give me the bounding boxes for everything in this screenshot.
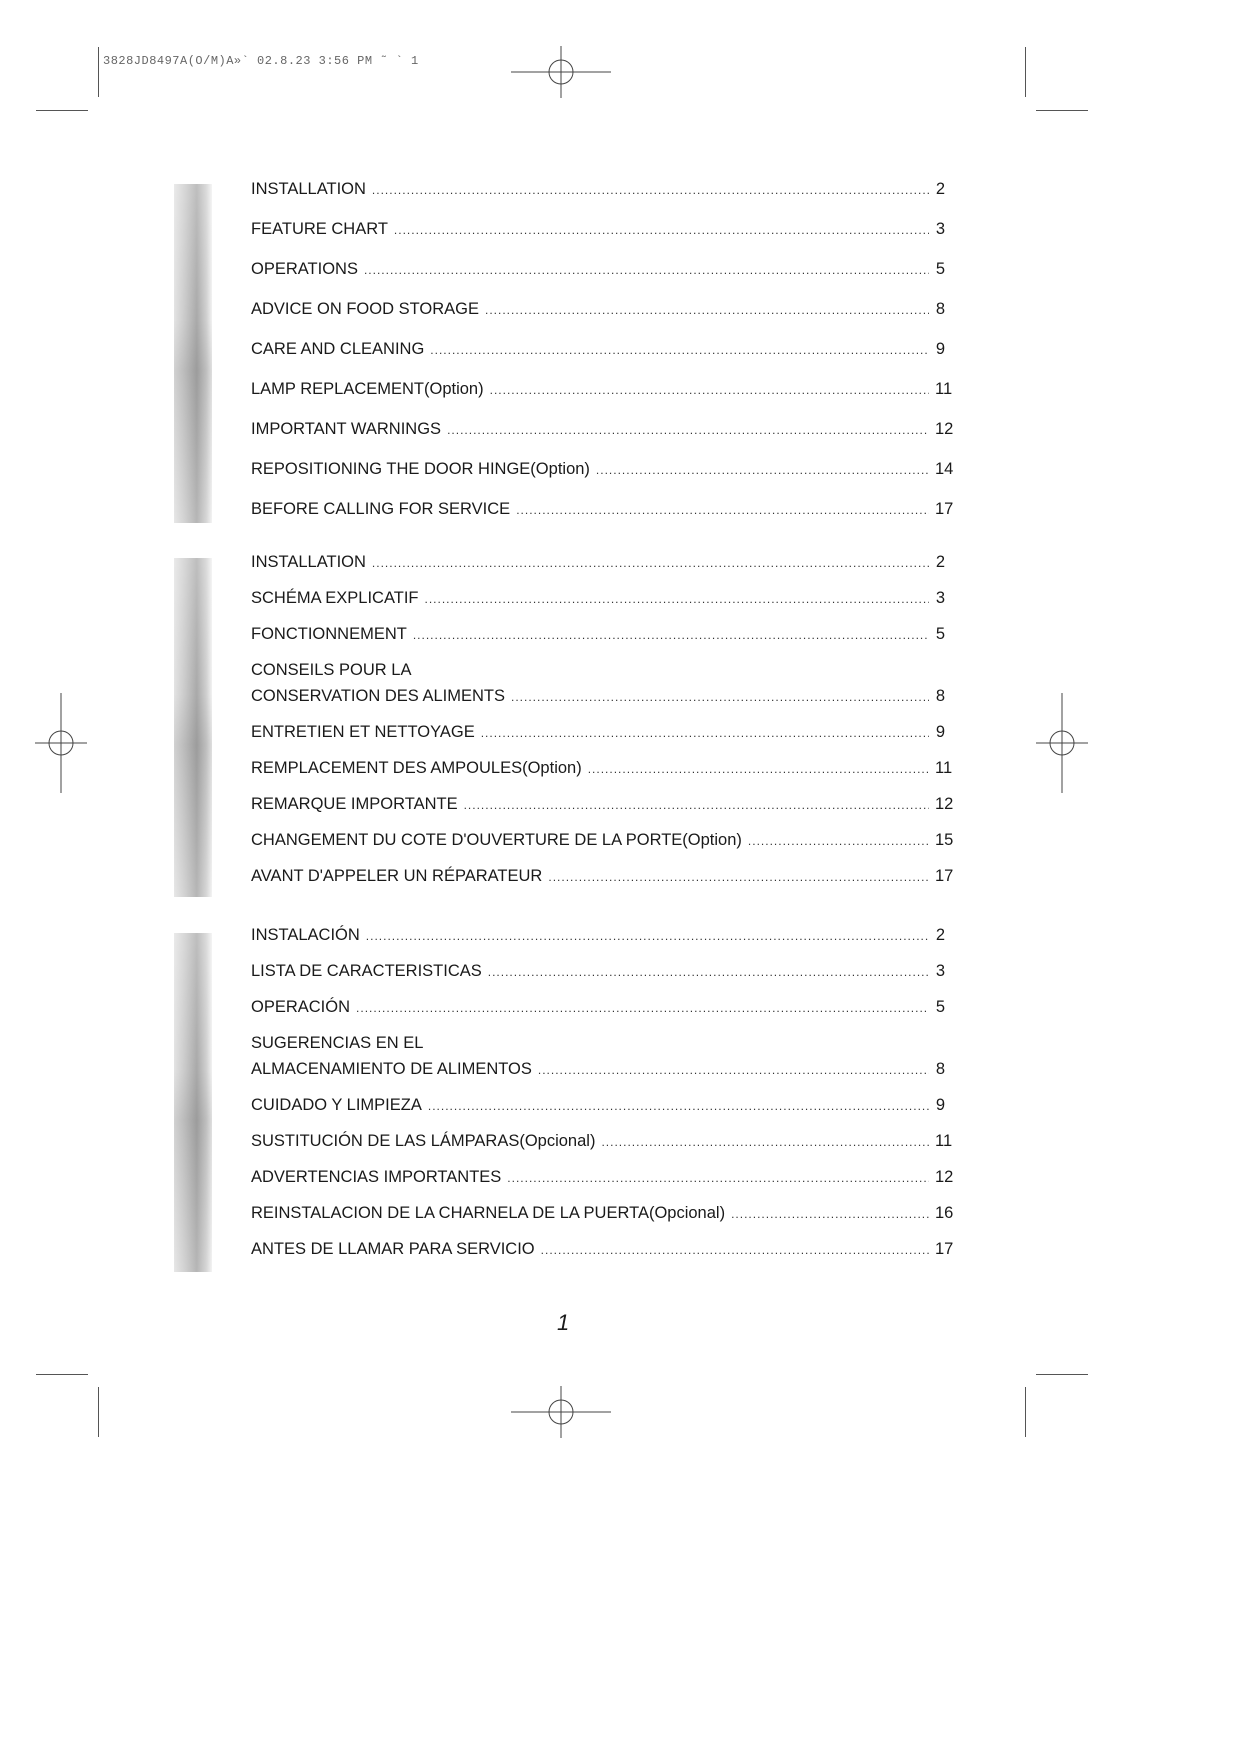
dot-leader (516, 503, 929, 517)
toc-entry[interactable] (251, 759, 953, 795)
crop-mark (98, 1387, 99, 1437)
dot-leader (507, 1171, 929, 1185)
registration-mark-icon (1012, 693, 1112, 793)
toc-page: 8 (935, 300, 945, 318)
toc-label: CARE AND CLEANING (251, 340, 425, 358)
toc-page: 9 (935, 1096, 945, 1114)
toc-page: 15 (935, 831, 954, 849)
toc-page: 12 (935, 795, 954, 813)
dot-leader (511, 690, 929, 704)
dot-leader (541, 1243, 929, 1257)
crop-mark (1036, 1374, 1088, 1375)
toc-entry[interactable] (251, 340, 945, 380)
toc-page: 8 (935, 687, 945, 705)
toc-entry[interactable] (251, 260, 945, 300)
toc-label: OPERACIÓN (251, 998, 351, 1016)
toc-label-line1: CONSEILS POUR LA (251, 661, 412, 679)
toc-label: SCHÉMA EXPLICATIF (251, 589, 419, 607)
dot-leader (366, 929, 929, 943)
toc-entry[interactable] (251, 998, 945, 1034)
toc-label: ADVERTENCIAS IMPORTANTES (251, 1168, 502, 1186)
dot-leader (413, 628, 929, 642)
toc-page: 17 (935, 867, 954, 885)
dot-leader (548, 870, 929, 884)
toc-label: CHANGEMENT DU COTE D'OUVERTURE DE LA PORTE(Option) (251, 831, 742, 849)
toc-page: 2 (935, 553, 945, 571)
dot-leader (394, 223, 929, 237)
toc-page: 5 (935, 998, 945, 1016)
toc-label-line1: SUGERENCIAS EN EL (251, 1034, 424, 1052)
toc-entry[interactable] (251, 500, 954, 540)
toc-entry[interactable] (251, 831, 954, 867)
toc-page: 5 (935, 260, 945, 278)
crop-mark (36, 110, 88, 111)
dot-leader (485, 303, 929, 317)
dot-leader (372, 183, 929, 197)
toc-label: REINSTALACION DE LA CHARNELA DE LA PUERTA(Opcional) (251, 1204, 726, 1222)
toc-page: 12 (935, 420, 954, 438)
dot-leader (588, 762, 929, 776)
toc-entry[interactable] (251, 661, 945, 723)
toc-entry[interactable] (251, 1204, 954, 1240)
toc-label: LISTA DE CARACTERISTICAS (251, 962, 482, 980)
toc-page: 12 (935, 1168, 954, 1186)
registration-mark-icon (511, 22, 611, 122)
dot-leader (356, 1001, 929, 1015)
toc-entry[interactable] (251, 1168, 954, 1204)
toc-entry[interactable] (251, 220, 945, 260)
toc-entry[interactable] (251, 1132, 953, 1168)
toc-page: 11 (935, 380, 953, 398)
toc-label: OPERATIONS (251, 260, 358, 278)
toc-entry[interactable] (251, 962, 945, 998)
toc-label: REMPLACEMENT DES AMPOULES(Option) (251, 759, 582, 777)
toc-page: 14 (935, 460, 954, 478)
dot-leader (364, 263, 929, 277)
registration-mark-icon (511, 1362, 611, 1462)
toc-entry[interactable] (251, 867, 954, 903)
toc-label: ANTES DE LLAMAR PARA SERVICIO (251, 1240, 535, 1258)
dot-leader (596, 463, 929, 477)
crop-mark (1025, 1387, 1026, 1437)
toc-entry[interactable] (251, 1096, 945, 1132)
toc-entry[interactable] (251, 1034, 945, 1096)
dot-leader (481, 726, 929, 740)
toc-label: INSTALLATION (251, 180, 366, 198)
toc-label: FEATURE CHART (251, 220, 388, 238)
toc-page: 3 (935, 962, 945, 980)
toc-label: CUIDADO Y LIMPIEZA (251, 1096, 422, 1114)
dot-leader (428, 1099, 929, 1113)
toc-page: 2 (935, 926, 945, 944)
crop-mark (98, 47, 99, 97)
toc-label: FONCTIONNEMENT (251, 625, 407, 643)
section-tab-spanish (174, 933, 212, 1272)
toc-page: 2 (935, 180, 945, 198)
crop-mark (1036, 110, 1088, 111)
toc-label: LAMP REPLACEMENT(Option) (251, 380, 484, 398)
toc-label: ALMACENAMIENTO DE ALIMENTOS (251, 1060, 532, 1078)
dot-leader (731, 1207, 929, 1221)
dot-leader (447, 423, 929, 437)
toc-entry[interactable] (251, 723, 945, 759)
page-number: 1 (557, 1310, 570, 1335)
toc-entry[interactable] (251, 589, 945, 625)
toc-entry[interactable] (251, 180, 945, 220)
toc-label: AVANT D'APPELER UN RÉPARATEUR (251, 867, 543, 885)
section-tab-english (174, 184, 212, 523)
toc-page: 5 (935, 625, 945, 643)
registration-mark-icon (11, 693, 111, 793)
dot-leader (490, 383, 929, 397)
toc-label: IMPORTANT WARNINGS (251, 420, 442, 438)
crop-mark (36, 1374, 88, 1375)
dot-leader (538, 1063, 929, 1077)
dot-leader (748, 834, 929, 848)
toc-page: 9 (935, 723, 945, 741)
dot-leader (430, 343, 929, 357)
toc-label: BEFORE CALLING FOR SERVICE (251, 500, 511, 518)
dot-leader (488, 965, 929, 979)
dot-leader (424, 592, 929, 606)
toc-label: REPOSITIONING THE DOOR HINGE(Option) (251, 460, 590, 478)
print-slug: 3828JD8497A(O/M)Α»` 02.8.23 3:56 PM ˜ ` 1 (103, 54, 419, 68)
toc-section-spanish (251, 926, 954, 1276)
toc-entry[interactable] (251, 460, 954, 500)
toc-entry[interactable] (251, 553, 945, 589)
toc-label: INSTALACIÓN (251, 926, 360, 944)
toc-page: 16 (935, 1204, 954, 1222)
toc-page: 17 (935, 500, 954, 518)
toc-page: 11 (935, 759, 953, 777)
toc-entry[interactable] (251, 1240, 954, 1276)
toc-entry[interactable] (251, 300, 945, 340)
toc-label: ENTRETIEN ET NETTOYAGE (251, 723, 475, 741)
toc-page: 3 (935, 220, 945, 238)
toc-page: 17 (935, 1240, 954, 1258)
toc-label: SUSTITUCIÓN DE LAS LÁMPARAS(Opcional) (251, 1132, 596, 1150)
toc-label: ADVICE ON FOOD STORAGE (251, 300, 479, 318)
toc-entry[interactable] (251, 420, 954, 460)
toc-page: 8 (935, 1060, 945, 1078)
toc-label: CONSERVATION DES ALIMENTS (251, 687, 505, 705)
dot-leader (464, 798, 929, 812)
toc-entry[interactable] (251, 380, 953, 420)
toc-section-english (251, 180, 954, 540)
toc-label: INSTALLATION (251, 553, 366, 571)
section-tab-french (174, 558, 212, 897)
toc-page: 3 (935, 589, 945, 607)
toc-page: 11 (935, 1132, 953, 1150)
toc-section-french (251, 553, 954, 903)
toc-label: REMARQUE IMPORTANTE (251, 795, 458, 813)
toc-page: 9 (935, 340, 945, 358)
crop-mark (1025, 47, 1026, 97)
toc-entry[interactable] (251, 795, 954, 831)
dot-leader (601, 1135, 929, 1149)
toc-entry[interactable] (251, 926, 945, 962)
toc-entry[interactable] (251, 625, 945, 661)
dot-leader (372, 556, 929, 570)
